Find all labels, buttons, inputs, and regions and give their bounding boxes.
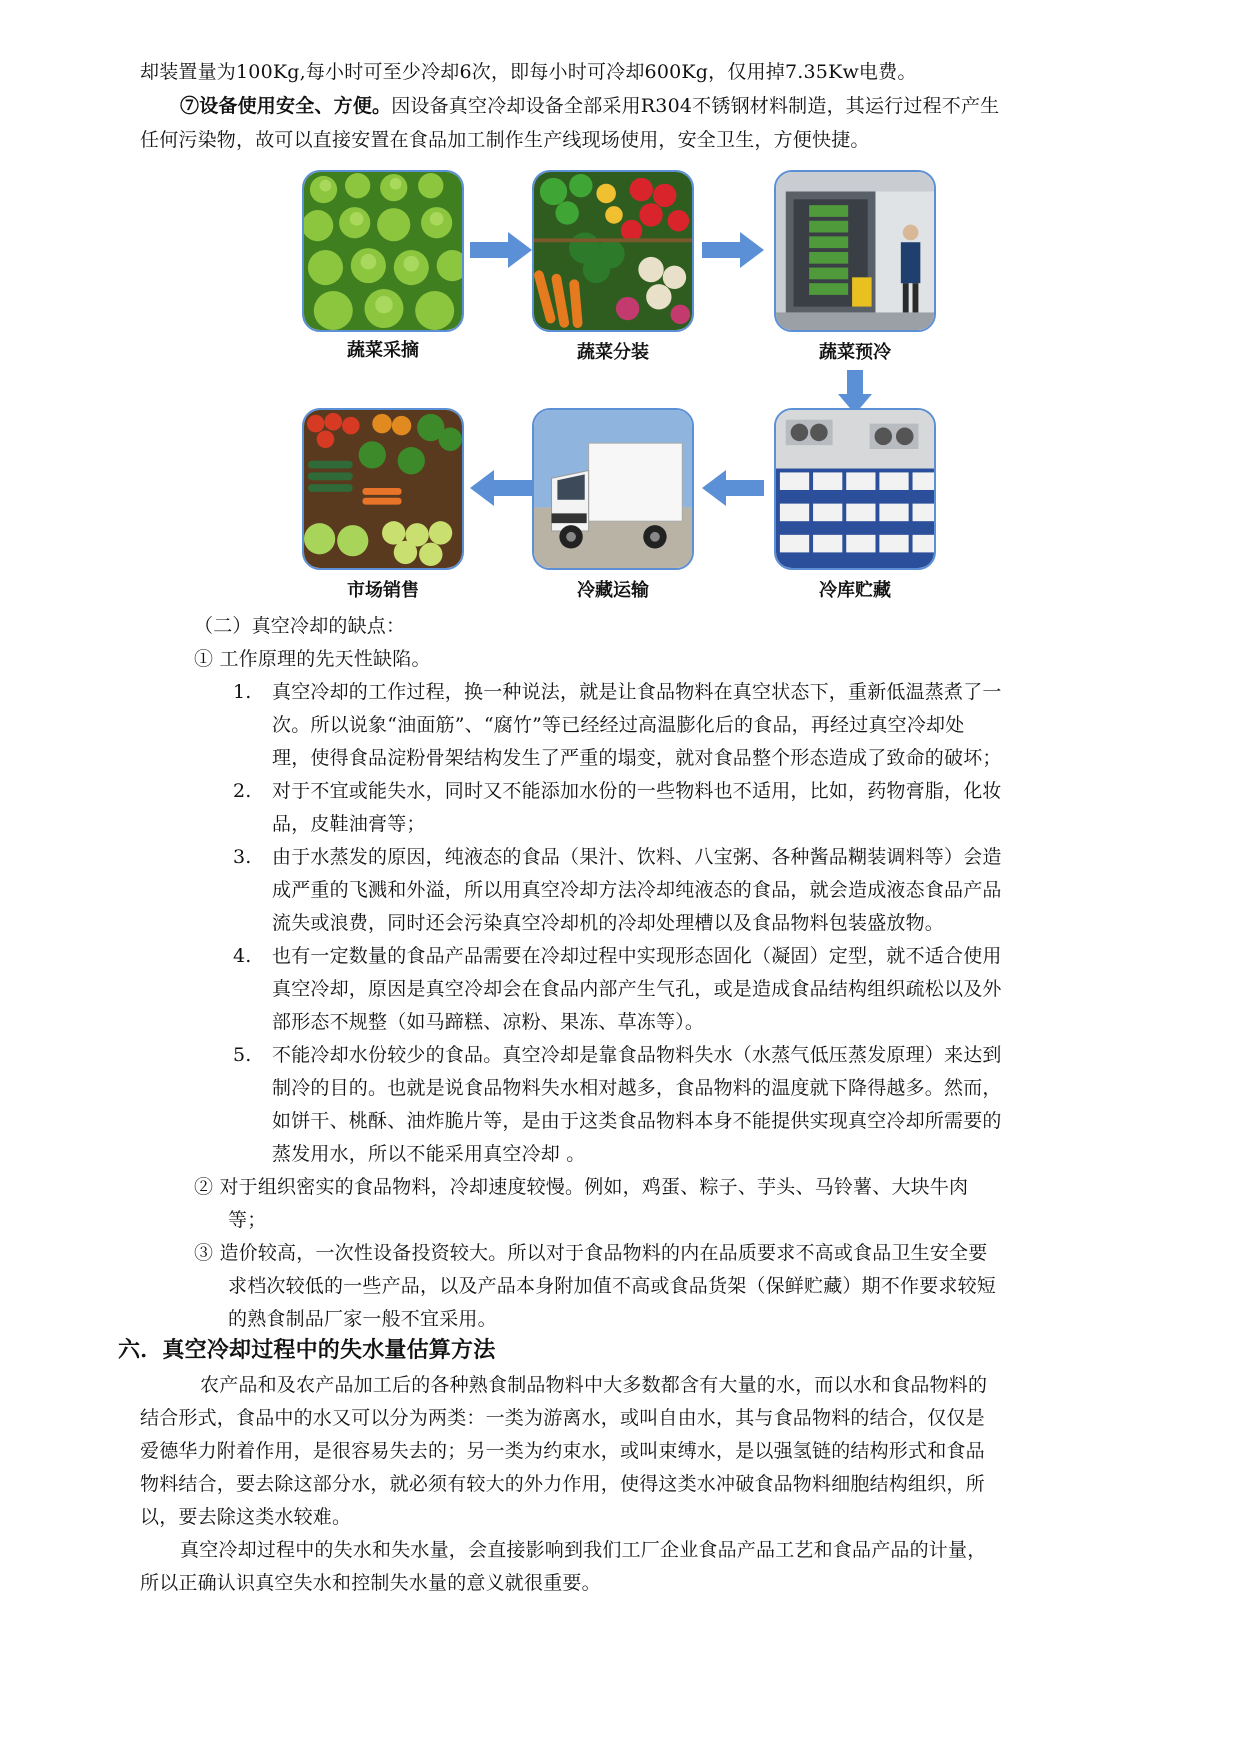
arrow-right-icon — [702, 232, 764, 268]
item-7 — [180, 90, 999, 123]
step-label: 市场销售 — [347, 580, 419, 601]
text-line: 的熟食制品厂家一般不宜采用。 — [228, 1308, 497, 1330]
text-line: 结合形式，食品中的水又可以分为两类：一类为游离水，或叫自由水，其与食品物料的结合，仅仅是 — [140, 1407, 985, 1429]
section-heading: （二）真空冷却的缺点： — [194, 615, 406, 637]
text-line: 品，皮鞋油膏等； — [272, 813, 426, 835]
text-line: 却装置量为100Kg,每小时可至少冷却6次，即每小时可冷却600Kg，仅用掉7.35Kw电费。 — [140, 61, 917, 83]
text-line: 部形态不规整（如马蹄糕、凉粉、果冻、草冻等）。 — [272, 1011, 705, 1033]
list-item: ③ 造价较高，一次性设备投资较大。所以对于食品物料的内在品质要求不高或食品卫生安全要 — [194, 1242, 988, 1264]
text-line: 也有一定数量的食品产品需要在冷却过程中实现形态固化（凝固）定型，就不适合使用 — [272, 945, 1002, 967]
arrow-left-icon — [470, 470, 532, 506]
text-line: 流失或浪费，同时还会污染真空冷却机的冷却处理槽以及食品物料包装盛放物。 — [272, 912, 945, 934]
text-line: 由于水蒸发的原因，纯液态的食品（果汁、饮料、八宝粥、各种酱品糊装调料等）会造 — [272, 846, 1002, 868]
text-line: 等； — [228, 1209, 267, 1231]
cold-storage-photo — [774, 408, 936, 570]
text-line: 如饼干、桃酥、油炸脆片等，是由于这类食品物料本身不能提供实现真空冷却所需要的 — [272, 1110, 1002, 1132]
market-stall-photo — [302, 408, 464, 570]
sub-item-number: 5. — [233, 1044, 252, 1066]
list-item: ② 对于组织密实的食品物料，冷却速度较慢。例如，鸡蛋、粽子、芋头、马铃薯、大块牛肉 — [194, 1176, 969, 1198]
text-line: 真空冷却过程中的失水和失水量，会直接影响到我们工厂企业食品产品工艺和食品产品的计量， — [180, 1539, 987, 1561]
text-line: 真空冷却，原因是真空冷却会在食品内部产生气孔，或是造成食品结构组织疏松以及外 — [272, 978, 1002, 1000]
text-line: 理，使得食品淀粉骨架结构发生了严重的塌变，就对食品整个形态造成了致命的破坏； — [272, 747, 1002, 769]
text-line: 对于不宜或能失水，同时又不能添加水份的一些物料也不适用，比如，药物膏脂，化妆 — [272, 780, 1002, 802]
precooling-chamber-photo — [774, 170, 936, 332]
text-line: 次。所以说象“油面筋”、“腐竹”等已经经过高温膨化后的食品，再经过真空冷却处 — [272, 714, 965, 736]
sub-item-number: 3. — [233, 846, 252, 868]
text-line: 物料结合，要去除这部分水，就必须有较大的外力作用，使得这类水冲破食品物料细胞结构组织，所 — [140, 1473, 985, 1495]
arrow-right-icon — [470, 232, 532, 268]
text-line: 不能冷却水份较少的食品。真空冷却是靠食品物料失水（水蒸气低压蒸发原理）来达到 — [272, 1044, 1002, 1066]
arrow-left-icon — [702, 470, 764, 506]
sub-item-number: 4. — [233, 945, 252, 967]
text-line: 所以正确认识真空失水和控制失水量的意义就很重要。 — [140, 1572, 601, 1594]
step-label: 冷库贮藏 — [819, 580, 891, 601]
text-line: 制冷的目的。也就是说食品物料失水相对越多，食品物料的温度就下降得越多。然而， — [272, 1077, 1002, 1099]
text-line: 真空冷却的工作过程，换一种说法，就是让食品物料在真空状态下，重新低温蒸煮了一 — [272, 681, 1002, 703]
step-label: 蔬菜分装 — [577, 342, 649, 363]
section-title: 六．真空冷却过程中的失水量估算方法 — [118, 1338, 496, 1363]
item-7-heading: ⑦设备使用安全、方便。 — [180, 95, 392, 117]
step-label: 蔬菜预冷 — [819, 342, 891, 363]
text-line: 以，要去除这类水较难。 — [140, 1506, 352, 1528]
text-line: 爱德华力附着作用，是很容易失去的；另一类为约束水，或叫束缚水，是以强氢链的结构形式和食品 — [140, 1440, 985, 1462]
text-line: 成严重的飞溅和外溢，所以用真空冷却方法冷却纯液态的食品，就会造成液态食品产品 — [272, 879, 1002, 901]
step-label: 冷藏运输 — [577, 580, 649, 601]
refrigerated-truck-photo — [532, 408, 694, 570]
list-item: ① 工作原理的先天性缺陷。 — [194, 648, 431, 670]
text-line: 求档次较低的一些产品，以及产品本身附加值不高或食品货架（保鲜贮藏）期不作要求较短 — [228, 1275, 997, 1297]
sub-item-number: 2. — [233, 780, 252, 802]
text-line: 任何污染物，故可以直接安置在食品加工制作生产线现场使用，安全卫生，方便快捷。 — [140, 129, 870, 151]
sub-item-number: 1. — [233, 681, 252, 703]
text-line: 农产品和及农产品加工后的各种熟食制品物料中大多数都含有大量的水，而以水和食品物料的 — [200, 1374, 988, 1396]
item-7-text: 因设备真空冷却设备全部采用R304不锈钢材料制造，其运行过程不产生 — [391, 95, 1000, 117]
vegetable-crates-photo — [532, 170, 694, 332]
lettuce-field-photo — [302, 170, 464, 332]
step-label: 蔬菜采摘 — [347, 340, 419, 361]
text-line: 蒸发用水，所以不能采用真空冷却 。 — [272, 1143, 586, 1165]
